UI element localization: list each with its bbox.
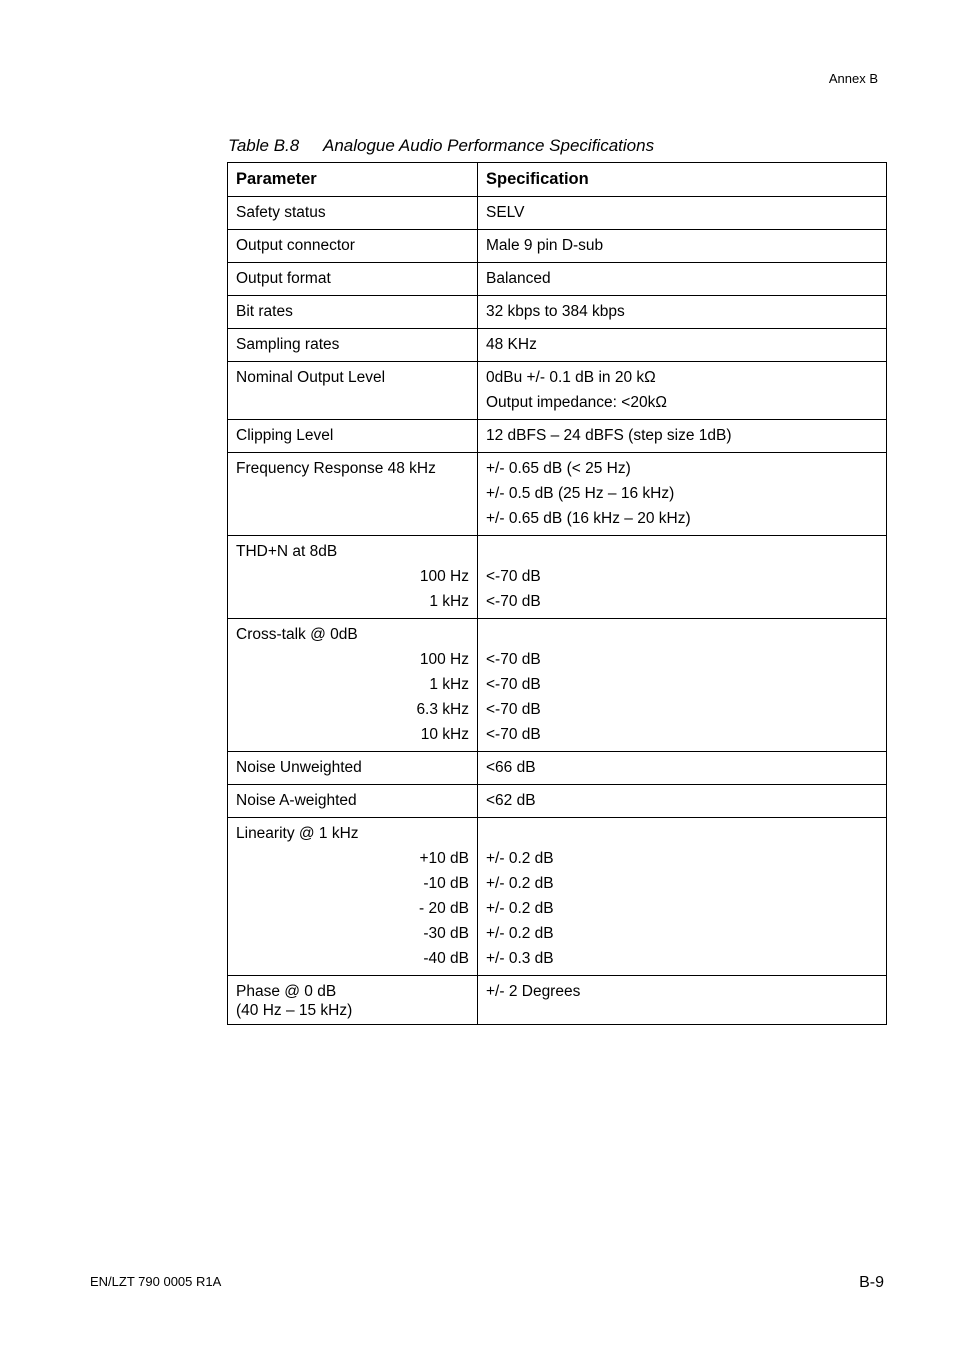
parameter-sublabel: -10 dB xyxy=(423,875,469,892)
running-header: Annex B xyxy=(828,71,878,86)
parameter-sublabel: -40 dB xyxy=(423,950,469,967)
specification-value: 48 KHz xyxy=(486,336,537,353)
parameter-cell xyxy=(228,230,478,263)
parameter-sublabel: 6.3 kHz xyxy=(416,701,469,718)
parameter-cell xyxy=(228,752,478,785)
specification-value: Output impedance: <20kΩ xyxy=(486,394,667,411)
parameter-label: Phase @ 0 dB xyxy=(236,983,337,1000)
parameter-cell xyxy=(228,785,478,818)
specification-cell xyxy=(478,197,887,230)
table-number: Table B.8 xyxy=(228,136,300,155)
specification-value: <-70 dB xyxy=(486,676,541,693)
parameter-label: Output connector xyxy=(236,237,355,254)
parameter-sublabel: 100 Hz xyxy=(419,651,469,668)
parameter-label: Bit rates xyxy=(236,303,293,320)
specification-cell xyxy=(478,420,887,453)
specification-value: +/- 0.65 dB (< 25 Hz) xyxy=(486,460,631,477)
column-header-specification: Specification xyxy=(478,163,887,197)
specification-value: +/- 0.2 dB xyxy=(486,875,554,892)
parameter-sublabel: -30 dB xyxy=(423,925,469,942)
parameter-label: Safety status xyxy=(236,204,326,221)
parameter-cell xyxy=(228,818,478,976)
table-row xyxy=(228,230,887,263)
parameter-cell xyxy=(228,453,478,536)
specification-value: +/- 0.5 dB (25 Hz – 16 kHz) xyxy=(486,485,675,502)
parameter-cell xyxy=(228,619,478,752)
specification-value: SELV xyxy=(486,204,525,221)
spec-table xyxy=(227,162,887,1025)
specification-value: <-70 dB xyxy=(486,726,541,743)
specification-cell xyxy=(478,785,887,818)
parameter-sublabel: +10 dB xyxy=(419,850,469,867)
table-row xyxy=(228,536,887,619)
parameter-cell xyxy=(228,263,478,296)
page-number: B-9 xyxy=(859,1274,884,1291)
specification-value xyxy=(486,821,878,846)
parameter-label: Frequency Response 48 kHz xyxy=(236,460,436,477)
parameter-sublabel: 100 Hz xyxy=(419,568,469,585)
parameter-label: THD+N at 8dB xyxy=(236,543,338,560)
parameter-sublabel: 1 kHz xyxy=(429,593,469,610)
specification-cell xyxy=(478,752,887,785)
specification-cell xyxy=(478,619,887,752)
specification-cell xyxy=(478,976,887,1025)
table-row xyxy=(228,329,887,362)
table-row xyxy=(228,296,887,329)
specification-value: 0dBu +/- 0.1 dB in 20 kΩ xyxy=(486,369,656,386)
table-row xyxy=(228,785,887,818)
specification-value xyxy=(486,622,878,647)
specification-value: +/- 0.2 dB xyxy=(486,900,554,917)
specification-cell xyxy=(478,263,887,296)
parameter-cell xyxy=(228,296,478,329)
parameter-label: Nominal Output Level xyxy=(236,369,386,386)
parameter-label: Clipping Level xyxy=(236,427,334,444)
specification-value: +/- 0.2 dB xyxy=(486,850,554,867)
specification-value: +/- 0.3 dB xyxy=(486,950,554,967)
table-row xyxy=(228,619,887,752)
parameter-cell xyxy=(228,420,478,453)
table-row xyxy=(228,976,887,1025)
table-row xyxy=(228,752,887,785)
specification-value: <-70 dB xyxy=(486,568,541,585)
table-caption xyxy=(228,136,654,156)
specification-value xyxy=(486,539,878,564)
table-header-row xyxy=(228,163,887,197)
specification-cell xyxy=(478,230,887,263)
specification-value: <62 dB xyxy=(486,792,536,809)
parameter-sublabel: - 20 dB xyxy=(419,900,469,917)
parameter-cell xyxy=(228,976,478,1025)
table-body xyxy=(228,197,887,1025)
specification-value: +/- 2 Degrees xyxy=(486,983,581,1000)
parameter-cell xyxy=(228,197,478,230)
column-header-parameter: Parameter xyxy=(228,163,478,197)
specification-value: 32 kbps to 384 kbps xyxy=(486,303,625,320)
table-row xyxy=(228,420,887,453)
table-row xyxy=(228,453,887,536)
specification-value: Balanced xyxy=(486,270,551,287)
parameter-label: Linearity @ 1 kHz xyxy=(236,825,359,842)
specification-value: 12 dBFS – 24 dBFS (step size 1dB) xyxy=(486,427,732,444)
table-row xyxy=(228,818,887,976)
document-id: EN/LZT 790 0005 R1A xyxy=(90,1274,222,1289)
specification-value: <66 dB xyxy=(486,759,536,776)
specification-cell xyxy=(478,453,887,536)
specification-value: <-70 dB xyxy=(486,651,541,668)
parameter-cell xyxy=(228,329,478,362)
specification-value: <-70 dB xyxy=(486,593,541,610)
table-row xyxy=(228,263,887,296)
specification-cell xyxy=(478,296,887,329)
parameter-label: Noise A-weighted xyxy=(236,792,357,809)
specification-value: <-70 dB xyxy=(486,701,541,718)
specification-value: +/- 0.2 dB xyxy=(486,925,554,942)
parameter-sublabel: 10 kHz xyxy=(420,726,469,743)
parameter-label: Cross-talk @ 0dB xyxy=(236,626,358,643)
specification-cell xyxy=(478,818,887,976)
parameter-cell xyxy=(228,362,478,420)
specification-value: +/- 0.65 dB (16 kHz – 20 kHz) xyxy=(486,510,691,527)
specification-cell xyxy=(478,536,887,619)
parameter-cell xyxy=(228,536,478,619)
specification-cell xyxy=(478,362,887,420)
table-row xyxy=(228,197,887,230)
specification-value: Male 9 pin D-sub xyxy=(486,237,604,254)
parameter-label: Noise Unweighted xyxy=(236,759,362,776)
parameter-label: (40 Hz – 15 kHz) xyxy=(236,1002,353,1019)
parameter-label: Output format xyxy=(236,270,331,287)
parameter-label: Sampling rates xyxy=(236,336,340,353)
specification-cell xyxy=(478,329,887,362)
parameter-sublabel: 1 kHz xyxy=(429,676,469,693)
table-row xyxy=(228,362,887,420)
table-title: Analogue Audio Performance Specifications xyxy=(323,136,655,155)
